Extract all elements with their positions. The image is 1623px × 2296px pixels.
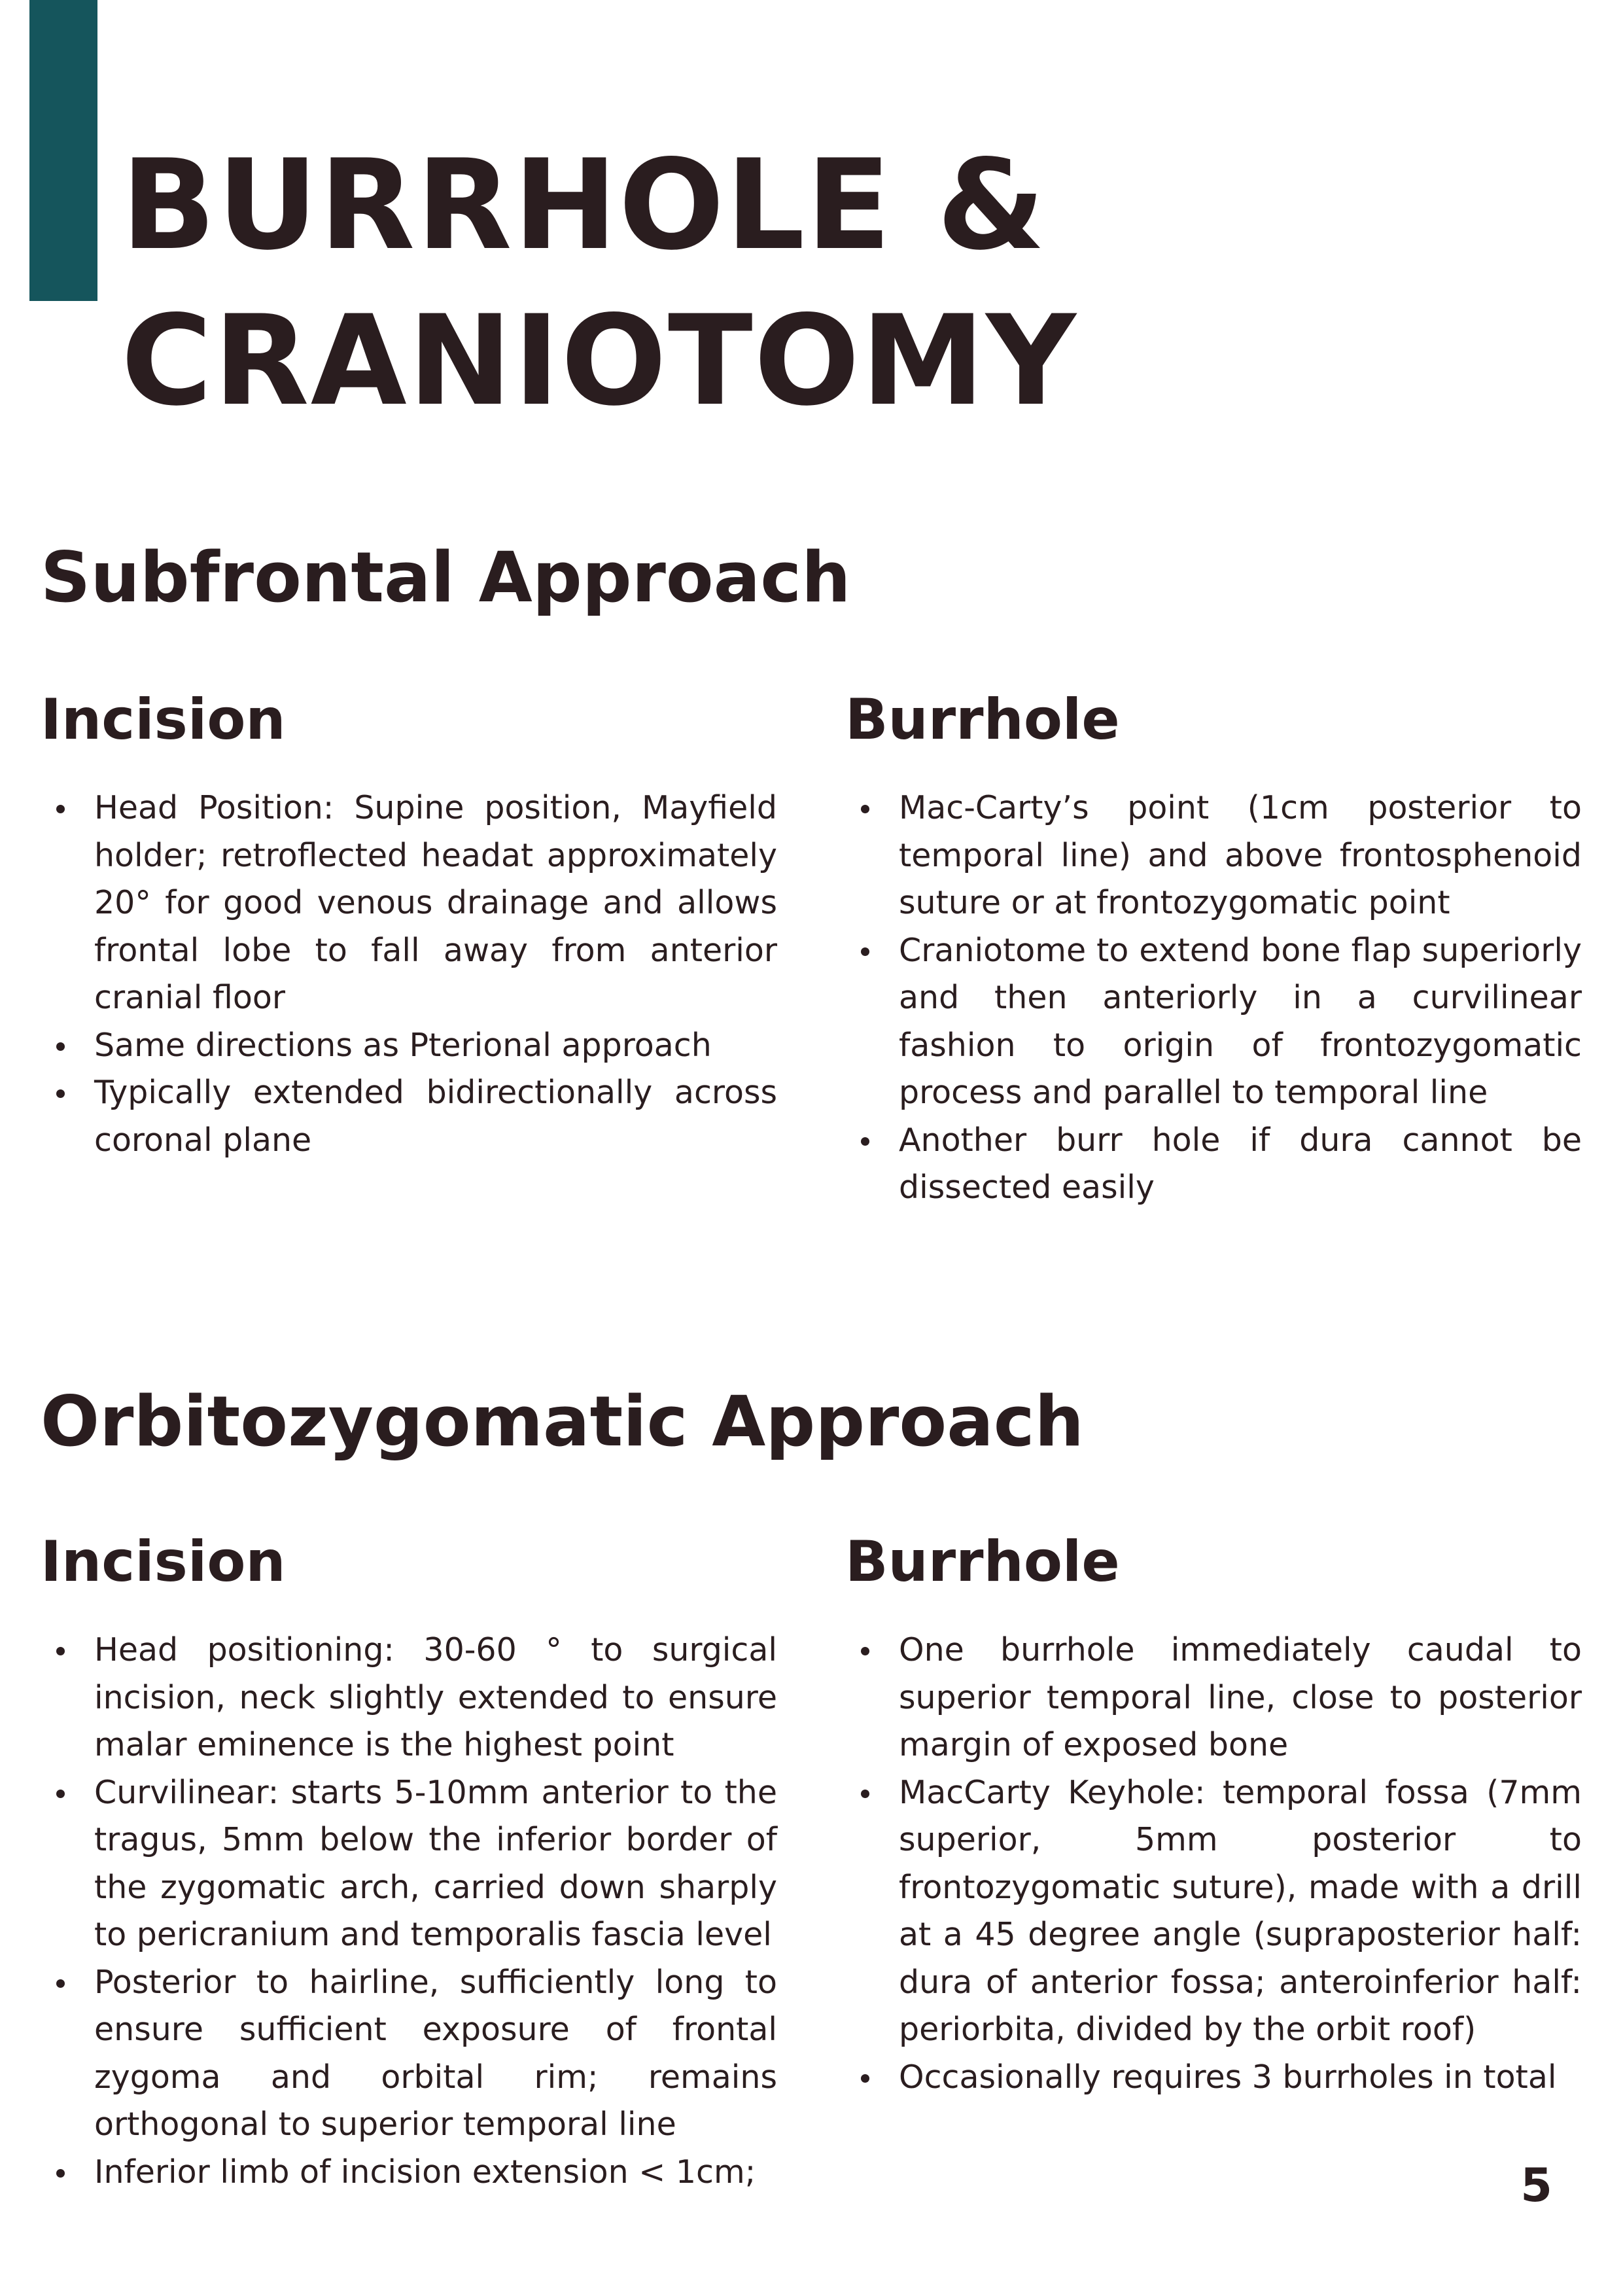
page-title-line-1: BURRHOLE & — [121, 133, 1047, 277]
list-item: Same directions as Pterional approach — [41, 1022, 777, 1070]
orbitozygomatic-burrhole-heading: Burrhole — [845, 1529, 1120, 1595]
orbitozygomatic-incision-list — [41, 1627, 777, 2196]
list-item: Mac-Carty’s point (1cm posterior to temporal line) and above frontosphenoid suture or at frontozygomatic point — [845, 785, 1582, 927]
list-item: Head Position: Supine position, Mayfield holder; retroflected headat approximately 20° for good venous drainage and allows frontal lobe to fall away from anterior cranial floor — [41, 785, 777, 1022]
subfrontal-incision-list — [41, 785, 777, 1164]
page-title-line-2: CRANIOTOMY — [121, 289, 1077, 433]
list-item: Posterior to hairline, sufficiently long to ensure sufficient exposure of frontal zygoma and orbital rim; remains orthogonal to superior temporal line — [41, 1959, 777, 2149]
list-item: MacCarty Keyhole: temporal fossa (7mm superior, 5mm posterior to frontozygomatic suture), made with a drill at a 45 degree angle (supraposterior half: dura of anterior fossa; anteroinferior half: periorbita, divided by the orbit roof) — [845, 1769, 1582, 2054]
list-item: Occasionally requires 3 burrholes in total — [845, 2054, 1582, 2102]
list-item: Curvilinear: starts 5-10mm anterior to the tragus, 5mm below the inferior border of the zygomatic arch, carried down sharply to pericranium and temporalis fascia level — [41, 1769, 777, 1959]
list-item: Head positioning: 30-60 ° to surgical incision, neck slightly extended to ensure malar eminence is the highest point — [41, 1627, 777, 1769]
list-item: Inferior limb of incision extension < 1cm; — [41, 2149, 777, 2197]
list-item: One burrhole immediately caudal to superior temporal line, close to posterior margin of exposed bone — [845, 1627, 1582, 1769]
subfrontal-burrhole-heading: Burrhole — [845, 687, 1120, 752]
subfrontal-incision-column — [41, 684, 777, 1164]
subfrontal-burrhole-column — [845, 684, 1582, 1212]
list-item: Another burr hole if dura cannot be dissected easily — [845, 1117, 1582, 1212]
subfrontal-burrhole-list — [845, 785, 1582, 1212]
list-item: Typically extended bidirectionally across coronal plane — [41, 1069, 777, 1164]
page-title — [121, 128, 1077, 439]
list-item: Craniotome to extend bone flap superiorly and then anteriorly in a curvilinear fashion to origin of frontozygomatic process and parallel to temporal line — [845, 927, 1582, 1117]
orbitozygomatic-incision-heading: Incision — [41, 1529, 286, 1595]
orbitozygomatic-burrhole-list — [845, 1627, 1582, 2101]
accent-bar — [29, 0, 97, 301]
orbitozygomatic-incision-column — [41, 1526, 777, 2196]
subfrontal-incision-heading: Incision — [41, 687, 286, 752]
section-title-orbitozygomatic: Orbitozygomatic Approach — [41, 1381, 1085, 1462]
section-title-subfrontal: Subfrontal Approach — [41, 537, 851, 618]
page-number: 5 — [1520, 2159, 1552, 2212]
orbitozygomatic-burrhole-column — [845, 1526, 1582, 2101]
